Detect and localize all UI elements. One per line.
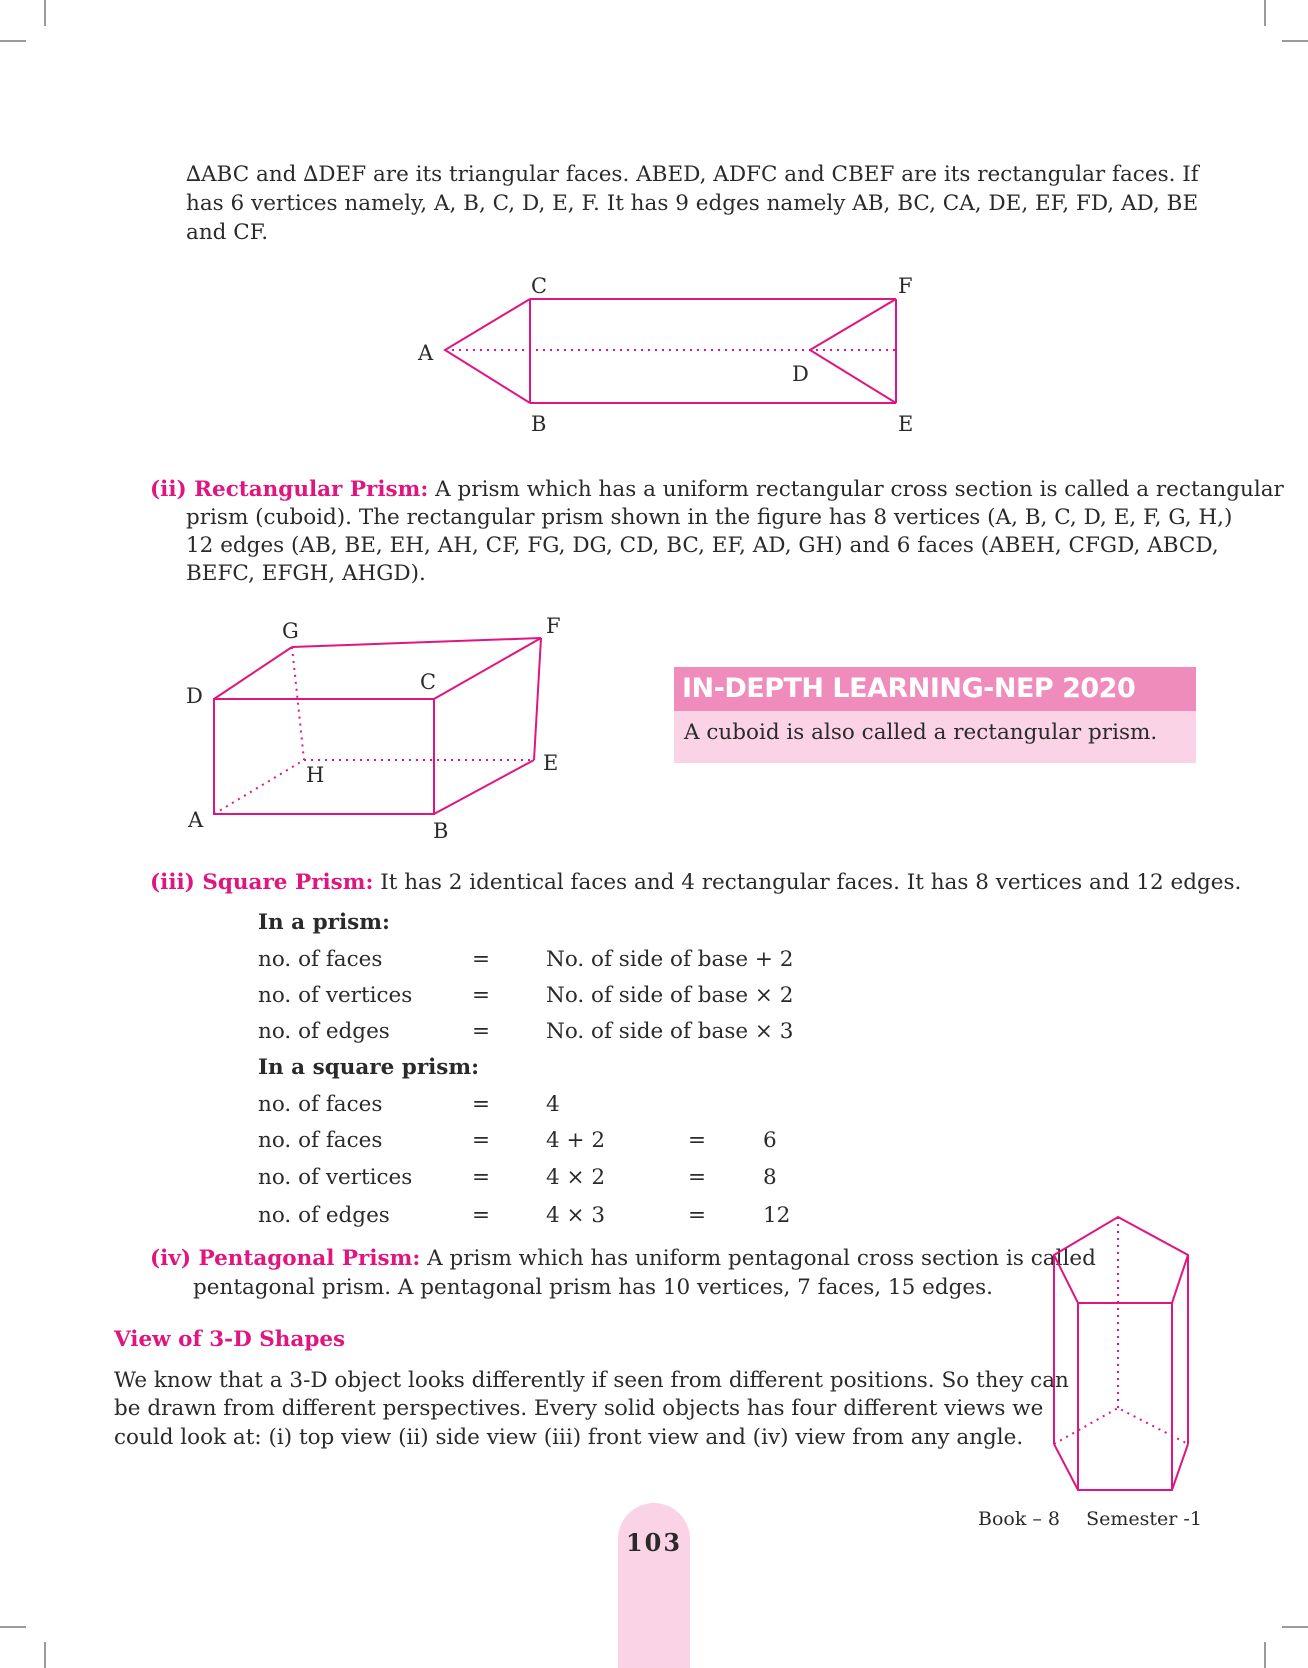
edge-fd bbox=[810, 299, 896, 350]
front-face-abcd bbox=[214, 699, 434, 814]
rectangular-prism-line-3: 12 edges (AB, BE, EH, AH, CF, FG, DG, CD, BC, EF, AD, GH) and 6 faces (ABEH, CFGD, ABCD, bbox=[186, 533, 1219, 558]
edge-gh-hidden bbox=[292, 647, 304, 760]
row-result: 6 bbox=[763, 1128, 777, 1153]
square-heading: In a square prism: bbox=[258, 1055, 480, 1080]
row-label: no. of edges bbox=[258, 1203, 390, 1228]
nep-box-text: A cuboid is also called a rectangular prism. bbox=[674, 711, 1196, 763]
row-value: No. of side of base + 2 bbox=[546, 947, 794, 972]
row-eq: = bbox=[472, 1128, 491, 1153]
footer-book: Book – 8 bbox=[978, 1508, 1061, 1530]
triangular-prism-figure bbox=[0, 0, 1308, 450]
row-eq: = bbox=[472, 1165, 491, 1190]
rectangular-prism-line-2: prism (cuboid). The rectangular prism shown in the figure has 8 vertices (A, B, C, D, E, F, G, H,) bbox=[186, 505, 1233, 530]
rectangular-prism-line-1 bbox=[150, 475, 1284, 504]
edge-de bbox=[810, 350, 896, 403]
square-prism-line bbox=[150, 868, 1241, 897]
intro-line-2: has 6 vertices namely, A, B, C, D, E, F. It has 9 edges namely AB, BC, CA, DE, EF, FD, AD, BE bbox=[186, 191, 1199, 216]
footer-semester: Semester -1 bbox=[1086, 1508, 1202, 1530]
rectangular-prism-heading: (ii) Rectangular Prism: bbox=[150, 477, 429, 502]
crop-mark bbox=[0, 1626, 26, 1628]
square-prism-text: It has 2 identical faces and 4 rectangular faces. It has 8 vertices and 12 edges. bbox=[373, 870, 1242, 895]
row-expr: 4 + 2 bbox=[546, 1128, 606, 1153]
nep-box-title: IN-DEPTH LEARNING-NEP 2020 bbox=[674, 667, 1196, 711]
view-3d-heading: View of 3-D Shapes bbox=[114, 1327, 346, 1352]
figure-label: H bbox=[306, 763, 325, 787]
figure-label: A bbox=[188, 808, 204, 832]
row-eq: = bbox=[472, 1019, 491, 1044]
figure-label: E bbox=[898, 412, 914, 436]
figure-label: D bbox=[186, 684, 203, 708]
edge-be bbox=[434, 760, 534, 814]
row-eq: = bbox=[472, 983, 491, 1008]
row-expr: 4 bbox=[546, 1092, 560, 1117]
figure-label: A bbox=[418, 341, 434, 365]
row-label: no. of faces bbox=[258, 947, 383, 972]
footer-book-info bbox=[978, 1508, 1202, 1530]
row-eq: = bbox=[472, 1203, 491, 1228]
row-value: No. of side of base × 2 bbox=[546, 983, 794, 1008]
row-eq2: = bbox=[688, 1128, 707, 1153]
row-eq2: = bbox=[688, 1165, 707, 1190]
pentagonal-prism-line-2: pentagonal prism. A pentagonal prism has 10 vertices, 7 faces, 15 edges. bbox=[193, 1275, 993, 1300]
square-prism-heading: (iii) Square Prism: bbox=[150, 870, 374, 895]
bottom-pentagon-hidden bbox=[1054, 1408, 1188, 1444]
crop-mark bbox=[1282, 1626, 1308, 1628]
crop-mark bbox=[1264, 1642, 1266, 1668]
edge-gf bbox=[292, 638, 541, 647]
row-label: no. of edges bbox=[258, 1019, 390, 1044]
view-3d-line-1: We know that a 3-D object looks differently if seen from different positions. So they can bbox=[114, 1368, 1069, 1393]
edge-ah-hidden bbox=[214, 760, 304, 814]
row-eq: = bbox=[472, 1092, 491, 1117]
figure-label: C bbox=[420, 670, 437, 694]
row-label: no. of faces bbox=[258, 1092, 383, 1117]
figure-label: B bbox=[531, 412, 547, 436]
figure-label: B bbox=[433, 819, 449, 843]
row-value: No. of side of base × 3 bbox=[546, 1019, 794, 1044]
intro-line-3: and CF. bbox=[186, 220, 269, 245]
row-expr: 4 × 2 bbox=[546, 1165, 606, 1190]
row-eq2: = bbox=[688, 1203, 707, 1228]
row-label: no. of vertices bbox=[258, 1165, 413, 1190]
view-3d-line-2: be drawn from different perspectives. Every solid objects has four different views we bbox=[114, 1396, 1044, 1421]
top-pentagon bbox=[1054, 1217, 1188, 1303]
figure-label: E bbox=[543, 751, 559, 775]
page-number: 103 bbox=[625, 1528, 683, 1557]
rectangular-prism-line-4: BEFC, EFGH, AHGD). bbox=[186, 561, 426, 586]
row-label: no. of faces bbox=[258, 1128, 383, 1153]
crop-mark bbox=[44, 1642, 46, 1668]
edge-dg bbox=[214, 647, 292, 699]
row-expr: 4 × 3 bbox=[546, 1203, 606, 1228]
figure-label: F bbox=[546, 614, 561, 638]
pentagonal-prism-heading: (iv) Pentagonal Prism: bbox=[150, 1246, 421, 1271]
pentagonal-prism-text: A prism which has uniform pentagonal cross section is called bbox=[420, 1246, 1096, 1271]
edge-cf bbox=[434, 638, 541, 699]
view-3d-line-3: could look at: (i) top view (ii) side view (iii) front view and (iv) view from any angle. bbox=[114, 1425, 1024, 1450]
edge-fe bbox=[534, 638, 541, 760]
figure-label: G bbox=[282, 619, 299, 643]
cuboid-figure bbox=[0, 600, 620, 860]
pentagonal-prism-line-1 bbox=[150, 1244, 1096, 1273]
row-result: 12 bbox=[763, 1203, 791, 1228]
row-label: no. of vertices bbox=[258, 983, 413, 1008]
prism-heading: In a prism: bbox=[258, 910, 390, 935]
pentagonal-prism-figure bbox=[1046, 1210, 1206, 1510]
figure-label: F bbox=[898, 274, 913, 298]
figure-label: D bbox=[792, 362, 809, 386]
row-eq: = bbox=[472, 947, 491, 972]
bottom-pentagon-visible bbox=[1054, 1444, 1188, 1490]
rectangular-prism-text: A prism which has a uniform rectangular cross section is called a rectangular bbox=[428, 477, 1284, 502]
intro-line-1: ∆ABC and ∆DEF are its triangular faces. ABED, ADFC and CBEF are its rectangular faces. If bbox=[186, 162, 1199, 187]
row-result: 8 bbox=[763, 1165, 777, 1190]
figure-label: C bbox=[531, 274, 548, 298]
